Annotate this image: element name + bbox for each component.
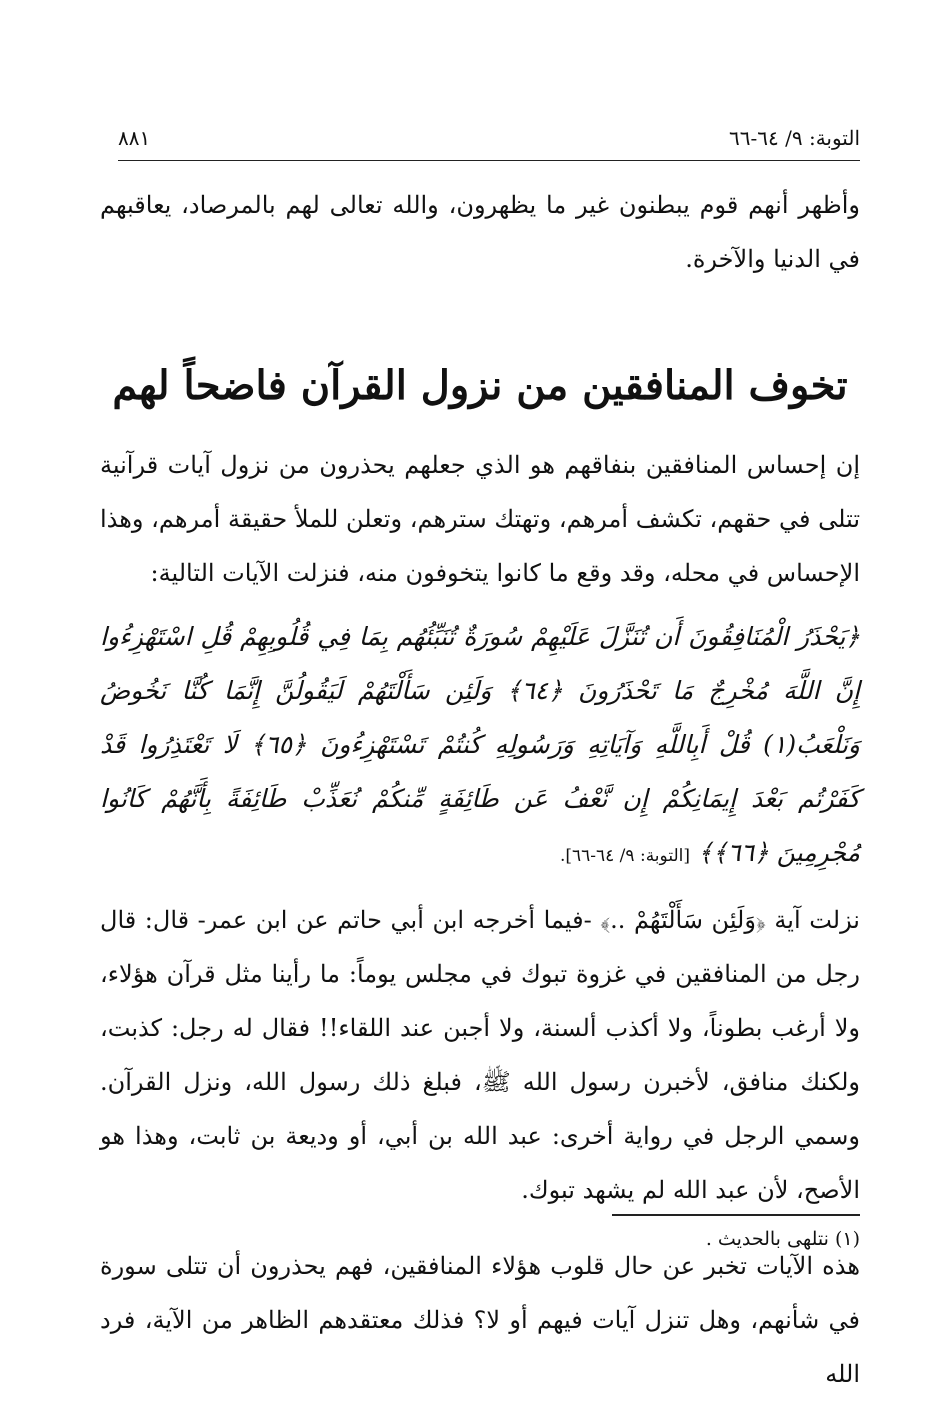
paragraph-3: هذه الآيات تخبر عن حال قلوب هؤلاء المنافقين، فهم يحذرون أن تتلى سورة في شأنهم، وهل تنزل آيات فيهم أو لا؟ فذلك معتقدهم الظاهر من الآية، فرد الله [100,1252,861,1388]
footnote-divider [612,1214,860,1216]
quran-verses [100,610,860,883]
quran-reference: [التوبة: ٩/ ٦٤-٦٦]. [559,846,690,866]
intro-paragraph: وأظهر أنهم قوم يبطنون غير ما يظهرون، والله تعالى لهم بالمرصاد، يعاقبهم في الدنيا والآخرة. [100,191,861,273]
paragraph-2: نزلت آية ﴿وَلَئِن سَأَلْتَهُمْ ..﴾ -فيما أخرجه ابن أبي حاتم عن ابن عمر- قال: قال رجل من المنافقين في غزوة تبوك في مجلس يوماً: ما رأينا مثل قرآن هؤلاء، ولا أرغب بطوناً، ولا أكذب ألسنة، ولا أجبن عند اللقاء!! فقال له رجل: كذبت، ولكنك منافق، لأخبرن رسول الله ﷺ، فبلغ ذلك رسول الله، ونزل القرآن. وسمي الرجل في رواية أخرى: عبد الله بن أبي، أو وديعة بن ثابت، وهذا هو الأصح، لأن عبد الله لم يشهد تبوك. [100,906,860,1204]
page-body [100,178,860,1401]
section-title: تخوف المنافقين من نزول القرآن فاضحاً لهم [112,362,848,409]
paragraph-1: إن إحساس المنافقين بنفاقهم هو الذي جعلهم يحذرون من نزول آيات قرآنية تتلى في حقهم، تكشف أمرهم، وتهتك سترهم، وتعلن للملأ حقيقة أمرهم، وهذا الإحساس في محله، وقد وقع ما كانوا يتخوفون منه، فنزلت الآيات التالية: [100,451,860,587]
header-divider [118,160,860,161]
footnote: (١) نتلهى بالحديث . [705,1228,860,1250]
quran-text: ﴿يَحْذَرُ الْمُنَافِقُونَ أَن تُنَزَّلَ عَلَيْهِمْ سُورَةٌ تُنَبِّئُهُم بِمَا فِي قُلُوبِهِمْ قُلِ اسْتَهْزِءُوا إِنَّ اللَّهَ مُخْرِجٌ مَا تَحْذَرُونَ ﴿٦٤﴾ وَلَئِن سَأَلْتَهُمْ لَيَقُولُنَّ إِنَّمَا كُنَّا نَخُوضُ وَنَلْعَبُ(١) قُلْ أَبِاللَّهِ وَآيَاتِهِ وَرَسُولِهِ كُنتُمْ تَسْتَهْزِءُونَ ﴿٦٥﴾ لَا تَعْتَذِرُوا قَدْ كَفَرْتُم بَعْدَ إِيمَانِكُمْ إِن نَّعْفُ عَن طَائِفَةٍ مِّنكُمْ نُعَذِّبْ طَائِفَةً بِأَنَّهُمْ كَانُوا مُجْرِمِينَ ﴿٦٦﴾﴾ [100,622,860,867]
spacer [100,883,860,893]
page-header [118,118,860,158]
page-number: ٨٨١ [118,126,151,150]
spacer [100,600,860,610]
chapter-reference: التوبة: ٩/ ٦٤-٦٦ [729,126,860,150]
